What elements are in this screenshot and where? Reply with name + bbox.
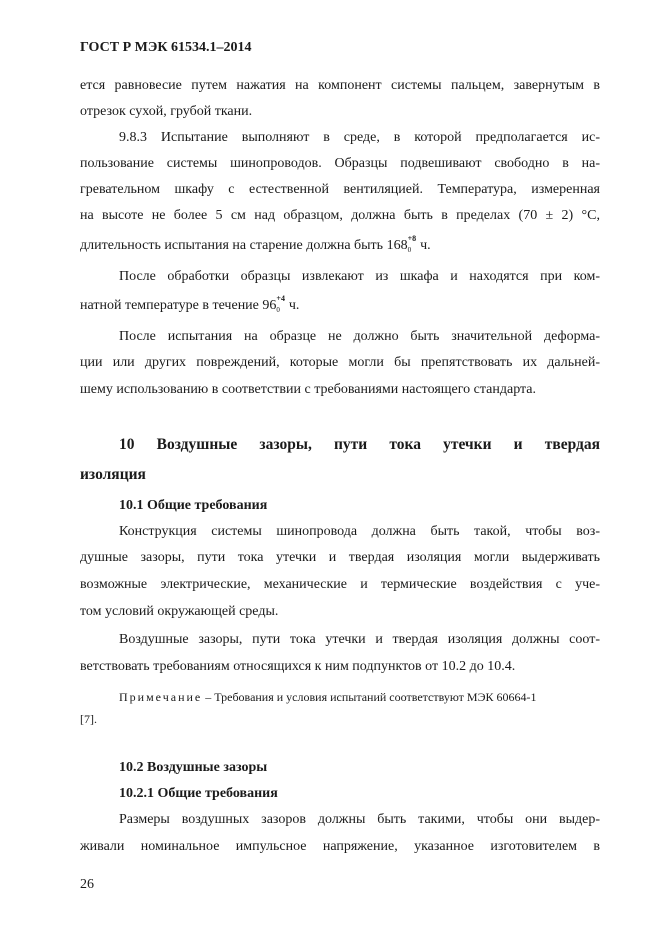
paragraph-line: пользование системы шинопроводов. Образцы подвешивают свободно в на- [80,156,600,171]
paragraph-line: на высоте не более 5 см над образцом, должна быть в пределах (70 ± 2) °С, [80,208,600,223]
paragraph-line: После обработки образцы извлекают из шкафа и находятся при ком- [119,269,600,284]
section-heading: 10 Воздушные зазоры, пути тока утечки и твердая [119,436,600,453]
paragraph-line: Размеры воздушных зазоров должны быть такими, чтобы они выдер- [119,812,600,827]
paragraph-line: душные зазоры, пути тока утечки и твердая изоляция могли выдерживать [80,550,600,565]
line-text: ч. [285,298,300,313]
note-line: [7]. [80,712,97,726]
paragraph-line: шему использованию в соответствии с требованиями настоящего стандарта. [80,382,537,397]
paragraph-line: отрезок сухой, грубой ткани. [80,104,253,119]
paragraph-line: 9.8.3 Испытание выполняют в среде, в которой предполагается ис- [119,130,600,145]
line-text: длительность испытания на старение должна быть 168 [80,238,408,253]
tolerance-lower: 0 [276,306,280,314]
paragraph-line: ется равновесие путем нажатия на компонент системы пальцем, завернутым в [80,78,600,93]
paragraph-line: После испытания на образце не должно быть значительной деформа- [119,329,600,344]
paragraph-line [80,234,600,255]
tolerance-lower: 0 [407,246,412,254]
paragraph-line: возможные электрические, механические и термические воздействия с уче- [80,577,600,592]
paragraph-line: том условий окружающей среды. [80,604,279,619]
tolerance-upper: +8 [407,234,417,243]
note-text: – Требования и условия испытаний соответствуют МЭК 60664-1 [202,690,537,704]
tolerance-superscript [407,234,417,254]
subsection-heading: 10.1 Общие требования [119,498,268,513]
section-heading-continued: изоляция [80,466,146,483]
paragraph-line: ветствовать требованиям относящихся к ним подпунктов от 10.2 до 10.4. [80,659,516,674]
note-label: Примечание [119,690,203,704]
line-text: натной температуре в течение 96 [80,298,277,313]
tolerance-superscript [276,294,285,314]
tolerance-upper: +4 [276,294,285,303]
paragraph-line: Воздушные зазоры, пути тока утечки и твердая изоляция должны соот- [119,632,600,647]
paragraph-line: Конструкция системы шинопровода должна быть такой, чтобы воз- [119,524,600,539]
paragraph-line: ции или других повреждений, которые могли бы препятствовать их дальней- [80,355,600,370]
page-number: 26 [80,877,94,892]
paragraph-line [80,294,600,315]
subsection-heading: 10.2.1 Общие требования [119,786,278,801]
paragraph-line: гревательном шкафу с естественной вентиляцией. Температура, измеренная [80,182,600,197]
subsection-heading: 10.2 Воздушные зазоры [119,760,268,775]
line-text: ч. [416,238,431,253]
page-header: ГОСТ Р МЭК 61534.1–2014 [80,40,252,55]
note-line [119,688,600,706]
paragraph-line: живали номинальное импульсное напряжение, указанное изготовителем в [80,839,600,854]
